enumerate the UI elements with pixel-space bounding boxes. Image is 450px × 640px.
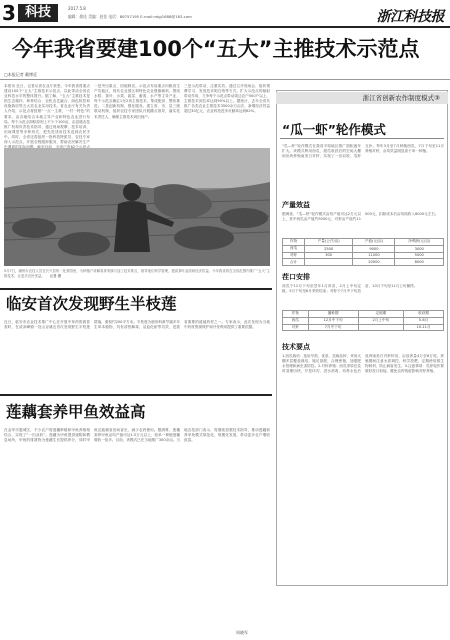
section-tag: 科技 [18,4,58,22]
table-cell: 8000 [395,259,444,266]
sidebar-output-heading: 产量效益 [282,201,310,209]
sidebar-output-text: 据调查，“瓜—虾”轮作模式亩均产值可达2万元以上，其中西瓜亩产值约9000元，对虾亩产值约11000元，扣除成本后亩均纯收入8000元左右。 [282,212,439,222]
table-header-cell: 净利润(元/亩) [395,239,444,246]
table-header-cell: 作物 [283,239,305,246]
table-row [283,252,444,259]
table-cell: 10-11月 [404,324,444,331]
table-cell: 合计 [283,259,305,266]
story2-body: 近日，临安市农业技术推广中心在开展中草药资源普查时，在清凉峰镇一处山谷溪边首次发现野生半枝莲群落，面积约200平方米。半枝莲为唇形科黄芩属多年生草本植物，具有清热解毒、活血化瘀等功效，是我省重要的道地药材之一。专家表示，此次发现为当地中药材资源保护和开发利用提供了重要依据。 [4,320,270,330]
table-cell [358,324,403,331]
table-cell: 5000 [395,252,444,259]
table-row [283,324,444,331]
lead-headline: 今年我省要建100个“五大”主推技术示范点 [12,37,420,61]
sidebar-tech-text: 1.西瓜栽培：选用早熟、优质、抗病品种，采用大棚多层覆盖栽培，施足基肥，合理密植，加强肥水管理和病虫害防控。2.对虾养殖：西瓜采收后及时清理田块，开挖环沟，进水消毒，培养水色后放养南美白对虾虾苗，亩放养量4万至6万尾。养殖期间注意水质调控，科学投喂，定期使用微生物制剂，防止病害发生。3.注意事项：瓜虾轮作要做好茬口衔接，避免农药残留影响对虾养殖。 [282,354,444,374]
newspaper-brand-logo: 浙江科技报 [376,9,444,25]
table-cell: 11000 [353,252,395,259]
sidebar-headline-rule [280,138,444,139]
sidebar-tech-heading: 技术要点 [282,343,310,351]
table-cell: 2500 [304,245,353,252]
page-number: 3 [2,1,16,25]
story2-top-rule [0,288,272,290]
photo-illustration [4,148,270,266]
photo-caption-text: 5月7日，湖州市农技人员在长兴县的一处茶园里，为种植户讲解春茶采摘与加工技术要点，指导他们科学管理，提高茶叶品质和经济效益。今年我省将在全省范围内推广“五大”主推技术，让更多农民受益。 [4,269,270,278]
schedule-table [282,310,444,331]
table-header-cell: 作物 [283,311,309,318]
table-cell: 对虾 [283,324,309,331]
sidebar-schedule-heading: 茬口安排 [282,273,310,281]
yield-table [282,238,444,266]
photo-credit: 记者 摄 [49,273,62,278]
table-row [283,317,444,324]
table-cell: 9000 [353,245,395,252]
lead-rule [0,79,450,80]
story3-body: 在金华市婺城区，不少农户将莲藕种植和甲鱼养殖相结合，实现了“一田双收”。莲藕为甲鱼提供遮阴和栖息场所，甲鱼的排泄物为莲藕生长提供养分，同时甲鱼还能捕食田间害虫，减少农药使用。据测算，莲藕套养甲鱼亩均产值可达1.5万元以上，较单一种植莲藕增收一倍多。目前，该模式已在当地推广300余亩。当地农技部门表示，将继续加强技术指导，推动莲藕套养甲鱼模式规范化、规模化发展，带动更多农户增收致富。 [4,428,270,443]
masthead-rule [0,26,450,28]
table-cell: 对虾 [283,252,305,259]
editor-line: 编辑：俞佳 美编：赵佳 电话：86757195 E-mail:ndgj1688@163.com [68,14,192,19]
lead-byline: □本报记者 戴博廷 [4,72,38,77]
yield-table-header [283,239,444,246]
table-row [283,259,444,266]
story2-headline: 临安首次发现野生半枝莲 [6,295,177,313]
lead-body-col1: 本报讯 近日，记者从省农业厅获悉，今年我省将重点建设100个“五大”主推技术示范点，以此带动全省农业科技水平的整体提升。据了解，“五大”主推技术是指生态循环、种养结合、农机农艺融合、绿色防控和设施栽培等五大类农业实用技术。省农业厅有关负责人介绍，示范点将按照“一点一主推，一村一特色”的要求，由各地结合本地主导产业和特色农业进行布局。每个示范点面积原则上不少于100亩，由县级农技推广机构负责技术指导，通过现场观摩、技术培训、田间课堂等多种形式，把先进适用技术送到农民手中。同时，全省还将组织一批科技特派员、农技专家深入示范点，开展全程跟踪服务，帮助农民解决生产 [4,84,90,145]
sidebar-intro: “瓜—虾”轮作模式在我省平原地区推广面积逐年扩大。该模式利用西瓜、甜瓜收获后的空闲大棚和田块养殖南美白对虾，实现了一田双收、瓜虾互补。每年3月至7月种植西瓜，7月下旬至11月养殖对虾，亩均效益明显高于单一种植。 [282,144,444,159]
schedule-table-header [283,311,444,318]
table-cell: 300 [304,252,353,259]
lead-body-col2-text: 一是突出重点，因地制宜。示范点布局重点向粮食生产功能区、现代农业园区和特色农业强镇倾斜，围绕水稻、茶叶、水果、蔬菜、畜禽、水产等主导产业，每个示范点确定1至2项主推技术，集成配套、整体推进。二是创新机制，强化服务。建立省、市、县三级联动机制，组织农技专家团队开展蹲点指导，落实技术责任人，确保主推技术到田到户。 [94,84,180,119]
story3-headline: 莲藕套养甲鱼效益高 [6,403,146,421]
story3-credit: 周晓军 [236,630,248,635]
table-cell [304,259,353,266]
sidebar-series-tag: 浙江省创新农作制度模式③ [276,92,448,104]
table-cell: 5-6月 [404,317,444,324]
story3-top-rule [0,394,272,396]
table-header-cell: 播种期 [308,311,358,318]
table-header-cell: 产值(元/亩) [353,239,395,246]
photo-caption [4,269,270,285]
issue-date: 2017.5.8 [68,6,86,11]
table-header-cell: 定植期 [358,311,403,318]
lead-body-col3-text: 三是示范带动，注重实效。通过召开现场会、组织观摩学习、发放技术明白纸等方式，扩大示范点的辐射带动作用，力争每个示范点带动周边农户500户以上，主推技术到位率达到95%以上。据统计，去年全省共推广各类农业主推技术3500余万亩次，新增经济效益超过30亿元，农业科技进步贡献率达到62%。 [184,84,270,114]
table-row [283,245,444,252]
table-cell: 20000 [353,259,395,266]
sidebar-headline: “瓜一虾”轮作模式 [282,122,386,137]
table-cell: 12月中下旬 [308,317,358,324]
table-cell: 7月中下旬 [308,324,358,331]
table-cell: 西瓜 [283,317,309,324]
table-cell: 3000 [395,245,444,252]
table-cell: 2月上中旬 [358,317,403,324]
sidebar-schedule-text: 西瓜于12月下旬至翌年1月育苗，2月上中旬定植，5月下旬至6月采收结束；对虾于7月中下旬放苗，10月下旬至11月上旬捕捞。 [282,284,418,294]
table-header-cell: 收获期 [404,311,444,318]
lead-photo [4,148,270,266]
table-cell: 西瓜 [283,245,305,252]
table-header-cell: 产量(公斤/亩) [304,239,353,246]
